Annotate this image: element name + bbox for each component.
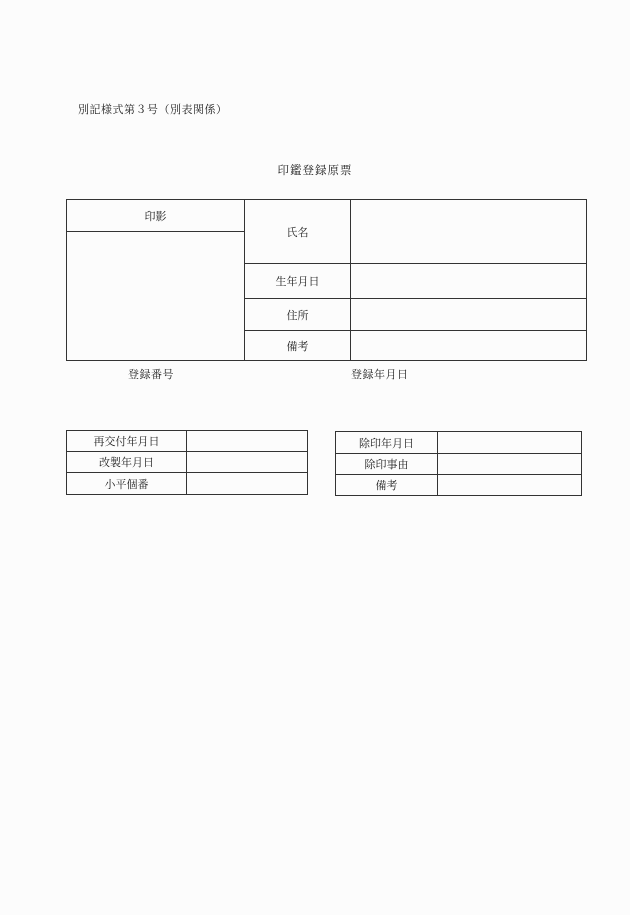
remarks-label: 備考 xyxy=(286,339,309,353)
birthdate-label: 生年月日 xyxy=(275,275,320,288)
name-field[interactable] xyxy=(351,200,586,263)
reissue-date-field[interactable] xyxy=(187,431,307,451)
seal-registration-table xyxy=(66,199,587,361)
deletion-remarks-field[interactable] xyxy=(438,475,581,495)
birthdate-field[interactable] xyxy=(351,264,586,298)
table-row xyxy=(67,452,307,472)
personal-number-label: 小平個番 xyxy=(104,477,149,491)
revision-date-label: 改製年月日 xyxy=(99,456,154,469)
personal-number-field[interactable] xyxy=(187,473,307,494)
reissue-date-label: 再交付年月日 xyxy=(93,435,160,448)
registration-date-label: 登録年月日 xyxy=(351,368,409,381)
name-label: 氏名 xyxy=(286,225,309,239)
address-field[interactable] xyxy=(351,299,586,330)
form-number: 別記様式第３号（別表関係） xyxy=(78,103,228,116)
table-row xyxy=(336,475,581,495)
deletion-date-field[interactable] xyxy=(438,432,581,453)
deletion-reason-label: 除印事由 xyxy=(364,458,409,471)
deletion-remarks-label: 備考 xyxy=(375,479,398,492)
table-row xyxy=(67,431,307,451)
registration-number-label: 登録番号 xyxy=(128,368,174,381)
deletion-table xyxy=(335,431,582,496)
table-row xyxy=(336,432,581,453)
deletion-date-label: 除印年月日 xyxy=(359,436,414,450)
seal-impression-label: 印影 xyxy=(144,209,167,223)
table-row xyxy=(67,473,307,494)
table-row xyxy=(336,454,581,474)
address-label: 住所 xyxy=(286,308,309,322)
deletion-reason-field[interactable] xyxy=(438,454,581,474)
seal-impression-area[interactable] xyxy=(67,232,244,360)
remarks-field[interactable] xyxy=(351,331,586,360)
form-title: 印鑑登録原票 xyxy=(277,163,353,177)
reissue-table xyxy=(66,430,308,495)
revision-date-field[interactable] xyxy=(187,452,307,472)
